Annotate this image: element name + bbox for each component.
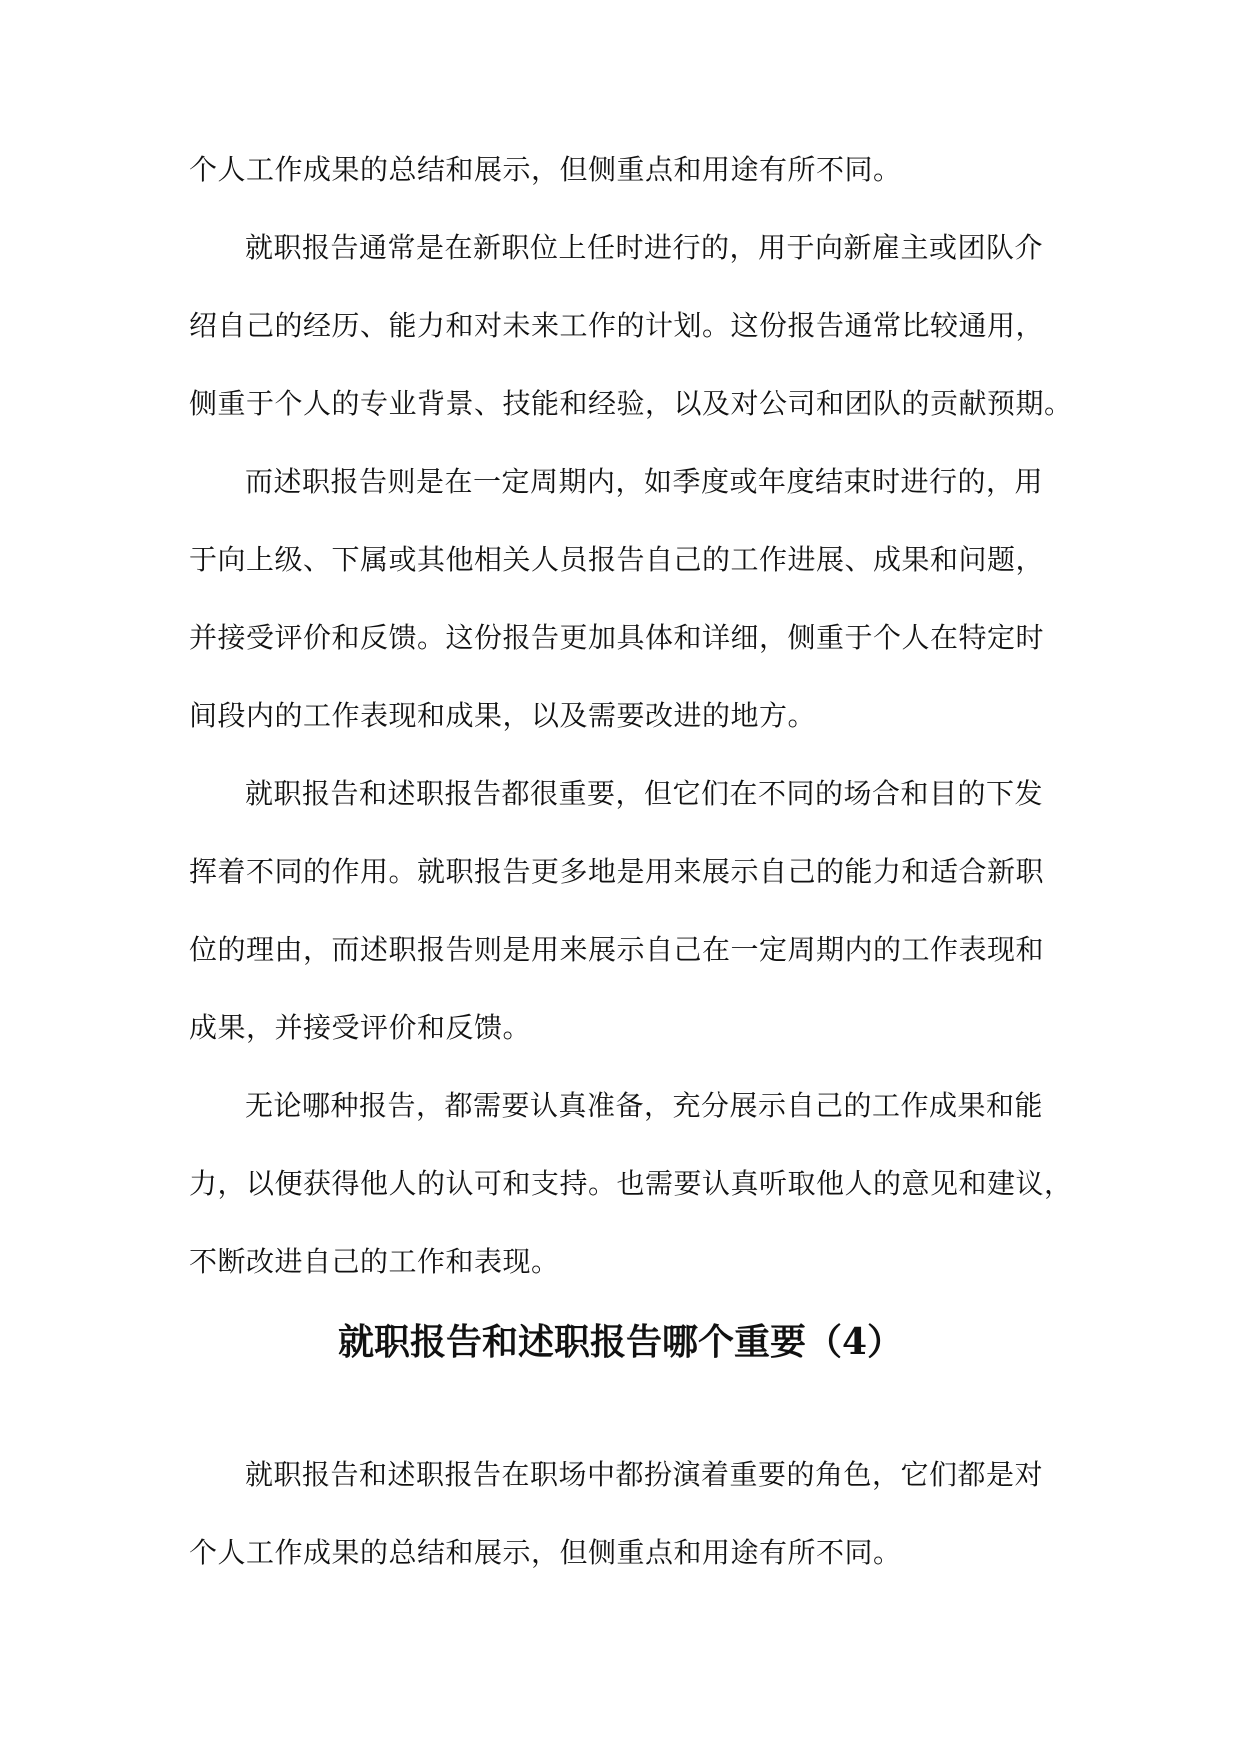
text-line: 侧重于个人的专业背景、技能和经验，以及对公司和团队的贡献预期。 xyxy=(189,387,1073,420)
text-line: 绍自己的经历、能力和对未来工作的计划。这份报告通常比较通用， xyxy=(189,309,1045,342)
text-line: 就职报告通常是在新职位上任时进行的，用于向新雇主或团队介 xyxy=(245,231,1044,264)
text-line: 而述职报告则是在一定周期内，如季度或年度结束时进行的，用 xyxy=(245,465,1044,498)
text-line: 无论哪种报告，都需要认真准备，充分展示自己的工作成果和能 xyxy=(245,1089,1044,1122)
text-line: 力，以便获得他人的认可和支持。也需要认真听取他人的意见和建议， xyxy=(189,1167,1073,1200)
text-line: 位的理由，而述职报告则是用来展示自己在一定周期内的工作表现和 xyxy=(189,933,1045,966)
text-line: 并接受评价和反馈。这份报告更加具体和详细，侧重于个人在特定时 xyxy=(189,621,1045,654)
text-line: 间段内的工作表现和成果，以及需要改进的地方。 xyxy=(189,699,817,732)
text-line: 不断改进自己的工作和表现。 xyxy=(189,1245,560,1278)
text-line: 挥着不同的作用。就职报告更多地是用来展示自己的能力和适合新职 xyxy=(189,855,1045,888)
body-text-top xyxy=(189,131,1073,1301)
text-line: 个人工作成果的总结和展示，但侧重点和用途有所不同。 xyxy=(189,1536,902,1569)
body-text-bottom xyxy=(189,1436,1055,1592)
text-line: 于向上级、下属或其他相关人员报告自己的工作进展、成果和问题， xyxy=(189,543,1045,576)
text-line: 个人工作成果的总结和展示，但侧重点和用途有所不同。 xyxy=(189,153,902,186)
text-line: 成果，并接受评价和反馈。 xyxy=(189,1011,532,1044)
text-line: 就职报告和述职报告都很重要，但它们在不同的场合和目的下发 xyxy=(245,777,1044,810)
text-line: 就职报告和述职报告在职场中都扮演着重要的角色，它们都是对 xyxy=(245,1458,1044,1491)
section-heading: 就职报告和述职报告哪个重要（4） xyxy=(337,1321,904,1363)
